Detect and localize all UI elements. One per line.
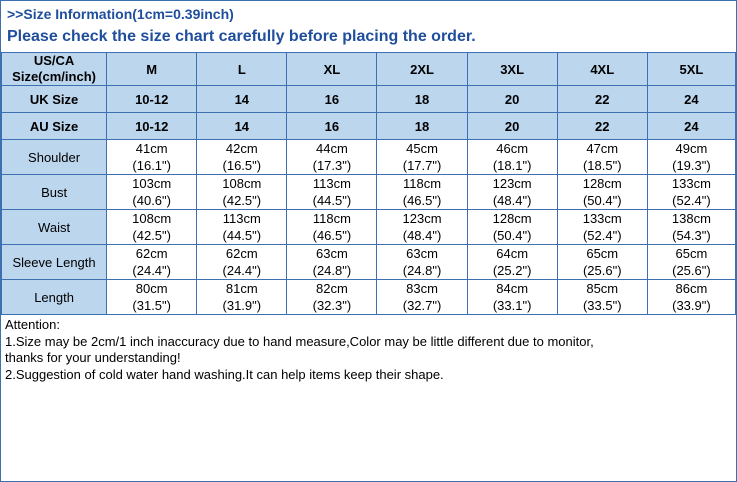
measure-inch: (52.4") bbox=[582, 228, 622, 243]
measure-label: Length bbox=[2, 280, 107, 315]
table-row-waist bbox=[2, 210, 736, 245]
measure-cell bbox=[647, 140, 735, 175]
page-subtitle: Please check the size chart carefully before placing the order. bbox=[7, 28, 476, 45]
measure-inch: (24.4") bbox=[222, 263, 262, 278]
measure-cell bbox=[107, 140, 197, 175]
page-header bbox=[1, 1, 736, 48]
measure-cell bbox=[107, 280, 197, 315]
measure-cell bbox=[467, 280, 557, 315]
measure-cm: 80cm bbox=[135, 281, 168, 296]
measure-cm: 123cm bbox=[402, 211, 442, 226]
measure-inch: (19.3") bbox=[672, 158, 711, 173]
measure-cm: 83cm bbox=[406, 281, 438, 296]
attention-line-1: 1.Size may be 2cm/1 inch inaccuracy due to hand measure,Color may be little different due to monitor, bbox=[5, 333, 594, 349]
measure-cm: 85cm bbox=[586, 281, 619, 296]
measure-cell bbox=[107, 245, 197, 280]
measure-cell bbox=[377, 175, 467, 210]
measure-inch: (44.5") bbox=[222, 228, 262, 243]
page-title: >>Size Information(1cm=0.39inch) bbox=[7, 6, 234, 22]
measure-inch: (33.5") bbox=[582, 298, 622, 313]
au-size-label: AU Size bbox=[2, 113, 107, 140]
size-header-cell: 2XL bbox=[377, 53, 467, 86]
measure-cm: 108cm bbox=[222, 176, 262, 191]
measure-cell bbox=[647, 210, 735, 245]
attention-notes bbox=[1, 315, 736, 383]
measure-cell bbox=[557, 140, 647, 175]
size-header-cell: XL bbox=[287, 53, 377, 86]
measure-inch: (48.4") bbox=[492, 193, 532, 208]
au-size-cell: 18 bbox=[377, 113, 467, 140]
measure-cm: 118cm bbox=[312, 211, 351, 226]
measure-cm: 133cm bbox=[671, 176, 711, 191]
measure-cm: 62cm bbox=[135, 246, 168, 261]
measure-cell bbox=[107, 175, 197, 210]
measure-cm: 133cm bbox=[582, 211, 622, 226]
measure-cell bbox=[467, 175, 557, 210]
uk-size-cell: 10-12 bbox=[107, 86, 197, 113]
measure-cm: 128cm bbox=[492, 211, 532, 226]
measure-cell bbox=[377, 245, 467, 280]
measure-inch: (24.4") bbox=[132, 263, 171, 278]
size-header-cell: M bbox=[107, 53, 197, 86]
measure-label: Sleeve Length bbox=[2, 245, 107, 280]
measure-cm: 45cm bbox=[406, 141, 438, 156]
size-header-cell: 5XL bbox=[647, 53, 735, 86]
measure-inch: (31.5") bbox=[132, 298, 171, 313]
measure-cell bbox=[647, 245, 735, 280]
attention-line-3: 2.Suggestion of cold water hand washing.It can help items keep their shape. bbox=[5, 366, 444, 382]
table-row-length bbox=[2, 280, 736, 315]
measure-cell bbox=[647, 175, 735, 210]
table-row-sleeve-length bbox=[2, 245, 736, 280]
au-size-cell: 20 bbox=[467, 113, 557, 140]
measure-cell bbox=[377, 210, 467, 245]
measure-cell bbox=[107, 210, 197, 245]
measure-inch: (16.5") bbox=[222, 158, 262, 173]
measure-cm: 65cm bbox=[586, 246, 619, 261]
measure-cell bbox=[557, 175, 647, 210]
measure-cm: 86cm bbox=[675, 281, 708, 296]
measure-cm: 41cm bbox=[135, 141, 168, 156]
measure-cm: 81cm bbox=[225, 281, 258, 296]
attention-heading: Attention: bbox=[5, 317, 60, 332]
corner-label-line1: US/CA bbox=[33, 53, 75, 68]
table-row-bust bbox=[2, 175, 736, 210]
au-size-cell: 16 bbox=[287, 113, 377, 140]
measure-inch: (54.3") bbox=[672, 228, 711, 243]
measure-cm: 118cm bbox=[402, 176, 442, 191]
measure-inch: (42.5") bbox=[222, 193, 262, 208]
measure-cm: 47cm bbox=[586, 141, 619, 156]
uk-size-cell: 16 bbox=[287, 86, 377, 113]
measure-cell bbox=[287, 175, 377, 210]
measure-cm: 113cm bbox=[222, 211, 261, 226]
measure-cm: 82cm bbox=[316, 281, 348, 296]
au-size-cell: 22 bbox=[557, 113, 647, 140]
measure-label: Waist bbox=[2, 210, 107, 245]
measure-cm: 42cm bbox=[225, 141, 258, 156]
measure-inch: (44.5") bbox=[312, 193, 352, 208]
measure-cell bbox=[197, 175, 287, 210]
measure-inch: (46.5") bbox=[312, 228, 352, 243]
measure-cell bbox=[377, 140, 467, 175]
size-header-cell: 4XL bbox=[557, 53, 647, 86]
au-size-cell: 24 bbox=[647, 113, 735, 140]
measure-inch: (50.4") bbox=[582, 193, 622, 208]
measure-cell bbox=[647, 280, 735, 315]
measure-cell bbox=[197, 210, 287, 245]
measure-inch: (32.7") bbox=[402, 298, 442, 313]
measure-cm: 108cm bbox=[132, 211, 172, 226]
size-header-cell: 3XL bbox=[467, 53, 557, 86]
measure-cell bbox=[557, 245, 647, 280]
corner-label-line2: Size(cm/inch) bbox=[12, 69, 96, 84]
measure-inch: (31.9") bbox=[222, 298, 262, 313]
measure-cm: 128cm bbox=[582, 176, 622, 191]
measure-cm: 49cm bbox=[675, 141, 708, 156]
measure-inch: (32.3") bbox=[312, 298, 352, 313]
measure-inch: (42.5") bbox=[132, 228, 171, 243]
measure-inch: (48.4") bbox=[402, 228, 442, 243]
measure-inch: (24.8") bbox=[312, 263, 352, 278]
measure-inch: (25.6") bbox=[672, 263, 711, 278]
measure-cell bbox=[377, 280, 467, 315]
table-row-sizes bbox=[2, 53, 736, 86]
uk-size-cell: 18 bbox=[377, 86, 467, 113]
measure-cell bbox=[557, 280, 647, 315]
table-row-shoulder bbox=[2, 140, 736, 175]
measure-cell bbox=[467, 210, 557, 245]
measure-cell bbox=[287, 280, 377, 315]
measure-cell bbox=[197, 280, 287, 315]
measure-inch: (40.6") bbox=[132, 193, 171, 208]
table-row-uk-size bbox=[2, 86, 736, 113]
measure-inch: (33.9") bbox=[672, 298, 711, 313]
measure-cm: 84cm bbox=[496, 281, 529, 296]
measure-cm: 113cm bbox=[312, 176, 351, 191]
table-row-au-size bbox=[2, 113, 736, 140]
uk-size-cell: 22 bbox=[557, 86, 647, 113]
measure-label: Shoulder bbox=[2, 140, 107, 175]
uk-size-label: UK Size bbox=[2, 86, 107, 113]
measure-inch: (16.1") bbox=[132, 158, 171, 173]
measure-cell bbox=[467, 140, 557, 175]
measure-inch: (52.4") bbox=[672, 193, 711, 208]
measure-cell bbox=[197, 140, 287, 175]
measure-cm: 103cm bbox=[132, 176, 172, 191]
corner-label bbox=[2, 53, 107, 86]
measure-cm: 123cm bbox=[492, 176, 532, 191]
measure-inch: (18.1") bbox=[492, 158, 532, 173]
measure-cell bbox=[197, 245, 287, 280]
measure-inch: (50.4") bbox=[492, 228, 532, 243]
measure-inch: (25.6") bbox=[582, 263, 622, 278]
measure-cm: 44cm bbox=[316, 141, 348, 156]
au-size-cell: 14 bbox=[197, 113, 287, 140]
measure-inch: (46.5") bbox=[402, 193, 442, 208]
measure-inch: (25.2") bbox=[492, 263, 532, 278]
uk-size-cell: 24 bbox=[647, 86, 735, 113]
size-header-cell: L bbox=[197, 53, 287, 86]
measure-inch: (17.3") bbox=[312, 158, 352, 173]
measure-cm: 138cm bbox=[671, 211, 711, 226]
measure-cm: 62cm bbox=[225, 246, 258, 261]
uk-size-cell: 20 bbox=[467, 86, 557, 113]
measure-cm: 65cm bbox=[675, 246, 708, 261]
measure-cell bbox=[557, 210, 647, 245]
measure-inch: (17.7") bbox=[402, 158, 442, 173]
measure-cell bbox=[467, 245, 557, 280]
measure-cell bbox=[287, 140, 377, 175]
measure-inch: (18.5") bbox=[582, 158, 622, 173]
measure-cm: 63cm bbox=[406, 246, 438, 261]
measure-cm: 64cm bbox=[496, 246, 529, 261]
measure-cm: 63cm bbox=[316, 246, 348, 261]
measure-cell bbox=[287, 245, 377, 280]
uk-size-cell: 14 bbox=[197, 86, 287, 113]
measure-cell bbox=[287, 210, 377, 245]
measure-inch: (33.1") bbox=[492, 298, 532, 313]
size-chart-table bbox=[1, 52, 736, 315]
measure-cm: 46cm bbox=[496, 141, 529, 156]
measure-inch: (24.8") bbox=[402, 263, 442, 278]
au-size-cell: 10-12 bbox=[107, 113, 197, 140]
measure-label: Bust bbox=[2, 175, 107, 210]
attention-line-2: thanks for your understanding! bbox=[5, 350, 181, 365]
